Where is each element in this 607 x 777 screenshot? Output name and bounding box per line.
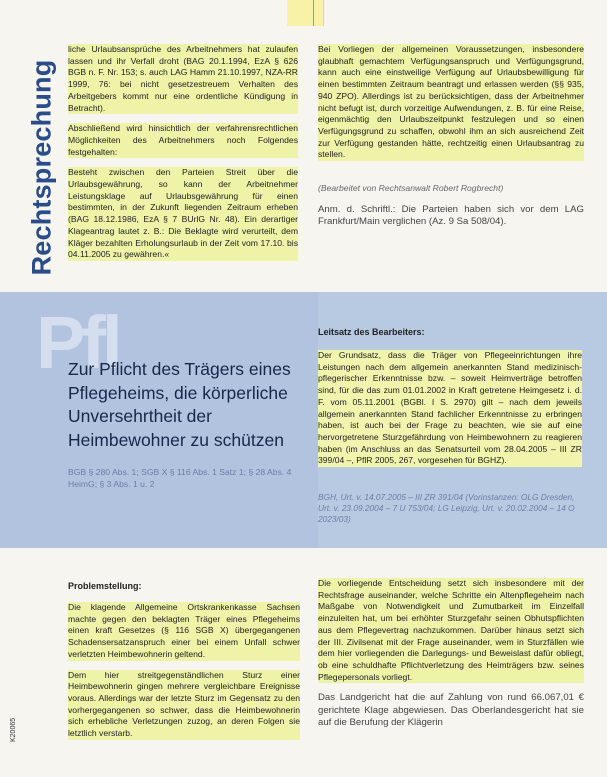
leitsatz-text: Der Grundsatz, dass die Träger von Pflegeeinrichtungen ihre Leistungen nach dem allgemein anerkannten Stand medizinisch-pflegerischer Erkenntnisse bzw. – soweit Heimverträge betroffen sind, für die das zum 01.01.2002 in Kraft getretene Heimgesetz i. d. F. vom 05.11.2001 (BGBl. I S. 2970) gilt – nach dem jeweils allgemein anerkannten Stand fachlicher Erkenntnisse zu erbringen haben, ist auch bei der Frage zu beachten, wie sie auf eine hervorgetretene Sturzgefährdung von Heimbewohnern zu reagieren haben (im Anschluss an das Senatsurteil vom 28.04.2005 – III ZR 399/04 –, PflR 2005, 267, vorgesehen für BGHZ). [318,350,582,466]
bottom-left-column [68,602,300,749]
problem-heading: Problemstellung: [68,581,142,591]
paragraph: Das Landgericht hat die auf Zahlung von rund 66.067,01 € gerichtete Klage abgewiesen. Das Oberlandesgericht hat sie auf die Berufung der Klägerin [318,692,584,729]
paragraph: Die vorliegende Entscheidung setzt sich insbesondere mit der Rechtsfrage auseinander, welche Schritte ein Altenpflegeheim nach Maßgabe von Notwendigkeit und Zumutbarkeit im Einzelfall einzuleiten hat, um bei erhöhter Sturzgefahr seinen Obhutspflichten aus dem Pflegevertrag nachzukommen. Darüber hinaus setzt sich der III. Zivilsenat mit der Frage auseinander, wem in Sturzfällen wie dem hier vorliegenden die Darlegungs- und Beweislast dafür obliegt, ob eine schuldhafte Pflichtverletzung des Heimträgers bzw. seines Pflegepersonals vorliegt. [318,578,584,682]
sticky-note [287,0,324,26]
paragraph: Die klagende Allgemeine Ortskrankenkasse Sachsen machte gegen den beklagten Träger eines Pflegeheims einen kraft Gesetzes (§ 116 SGB X) übergegangenen Schadensersatzanspruch einer bei einem Unfall schwer verletzten Heimbewohnerin geltend. [68,602,300,659]
paragraph: Dem hier streitgegenständlichen Sturz einer Heimbewohnerin gingen mehrere vergleichbare Ereignisse voraus. Allerdings war der letzte Sturz im Gegensatz zu den vorhergegangenen so schwer, dass die Heimbewohnerin sich erhebliche Verletzungen zuzog, an deren Folgen sie letztlich verstarb. [68,669,300,739]
section-label-text: Rechtsprechung [26,59,57,275]
top-right-column [318,44,584,238]
bottom-right-column [318,578,584,739]
page-margin-line [313,0,314,26]
paragraph: Bei Vorliegen der allgemeinen Voraussetzungen, insbesondere glaubhaft gemachtem Verfügungsanspruch und Verfügungsgrund, kann auch eine einstweilige Verfügung auf Urlaubsbewilligung für einen bestimmten Zeitraum beantragt und erlassen werden (§§ 935, 940 ZPO). Allerdings ist zu berücksichtigen, dass der Arbeitnehmer nicht befugt ist, durch vorzeitige Aufwendungen, z. B. für eine Reise, eigenmächtig den Urlaubszeitpunkt festzulegen und so einen Verfügungsgrund zu schaffen, obwohl ihm an sich ausreichend Zeit zur Verfügung gestanden hätte, rechtzeitig einen Urlaubsantrag zu stellen. [318,44,584,160]
annotation: Anm. d. Schriftl.: Die Parteien haben sich vor dem LAG Frankfurt/Main verglichen (Az. 9 Sa 508/04). [318,203,584,228]
editor-note: (Bearbeitet von Rechtsanwalt Robert Rogbrecht) [318,183,504,194]
article-title: Zur Pflicht des Trägers eines Pflegeheims, die körperliche Unversehrtheit der Heimbewohner zu schützen [68,359,291,450]
page-code: K20065 [10,717,17,742]
statute-reference: BGB § 280 Abs. 1; SGB X § 116 Abs. 1 Satz 1; § 28 Abs. 4 HeimG; § 3 Abs. 1 u. 2 [68,467,292,489]
paragraph: Abschließend wird hinsichtlich der verfahrensrechtlichen Möglichkeiten des Arbeitnehmers noch Folgendes festgehalten: [68,123,298,157]
paragraph: Besteht zwischen den Parteien Streit über die Urlaubsgewährung, so kann der Arbeitnehmer Leistungsklage auf Urlaubsgewährung für einen bestimmten, in der Zukunft liegenden Zeitraum erheben (BAG 18.12.1986, EzA § 7 BUrlG Nr. 48). Ein derartiger Klageantrag lautet z. B.: Die Beklagte wird verurteilt, dem Kläger bezahlten Erholungsurlaub in der Zeit vom 17.10. bis 04.11.2005 zu gewähren.« [68,167,298,260]
top-left-column [68,44,298,270]
court-ruling: BGH, Urt. v. 14.07.2005 – III ZR 391/04 (Vorinstanzen: OLG Dresden, Urt. v. 23.09.2004 – 7 U 753/04; LG Leipzig, Urt. v. 20.02.2004 – 14 O 2023/03) [318,492,575,525]
ghost-letters: Pfl [36,301,119,384]
leitsatz-heading: Leitsatz des Bearbeiters: [318,327,425,337]
section-label [22,52,62,282]
paragraph: liche Urlaubsansprüche des Arbeitnehmers hat zulaufen lassen und ihr Verfall droht (BAG 20.1.1994, EzA § 626 BGB n. F. Nr. 153; s. auch LAG Hamm 21.10.1997, NZA-RR 1999, 76: bei nicht gesetzestreuem Verhalten des Arbeitgebers kommt nur eine ordentliche Kündigung in Betracht). [68,44,298,113]
